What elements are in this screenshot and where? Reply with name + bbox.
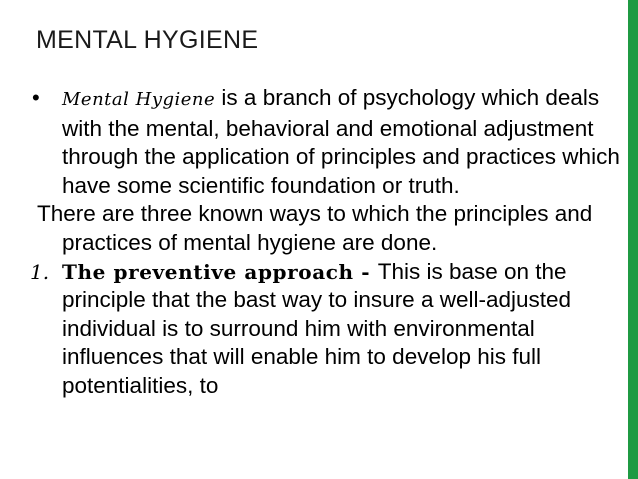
bullet-icon: • bbox=[32, 85, 40, 110]
intro-text: There are three known ways to which the principles and practices of mental hygiene are done. bbox=[37, 201, 593, 255]
slide-body bbox=[30, 84, 620, 401]
definition-text: is a branch of psychology which deals with the mental, behavioral and emotional adjustment through the application of principles and practices which have some scientific foundation or truth. bbox=[62, 85, 620, 198]
slide-title: MENTAL HYGIENE bbox=[36, 26, 259, 54]
paragraph-definition bbox=[30, 84, 620, 200]
list-number: 1. bbox=[30, 259, 50, 284]
accent-bar bbox=[628, 0, 638, 479]
preventive-text: This is base on the principle that the bast way to insure a well-adjusted individual is to surround him with environmental influences that will enable him to develop his full potentialities, to bbox=[62, 258, 572, 398]
term-preventive-approach: The preventive approach bbox=[62, 259, 354, 284]
paragraph-preventive bbox=[30, 258, 620, 401]
term-mental-hygiene: Mental Hygiene bbox=[62, 89, 216, 110]
paragraph-intro bbox=[30, 200, 620, 257]
term-dash: - bbox=[353, 259, 378, 284]
